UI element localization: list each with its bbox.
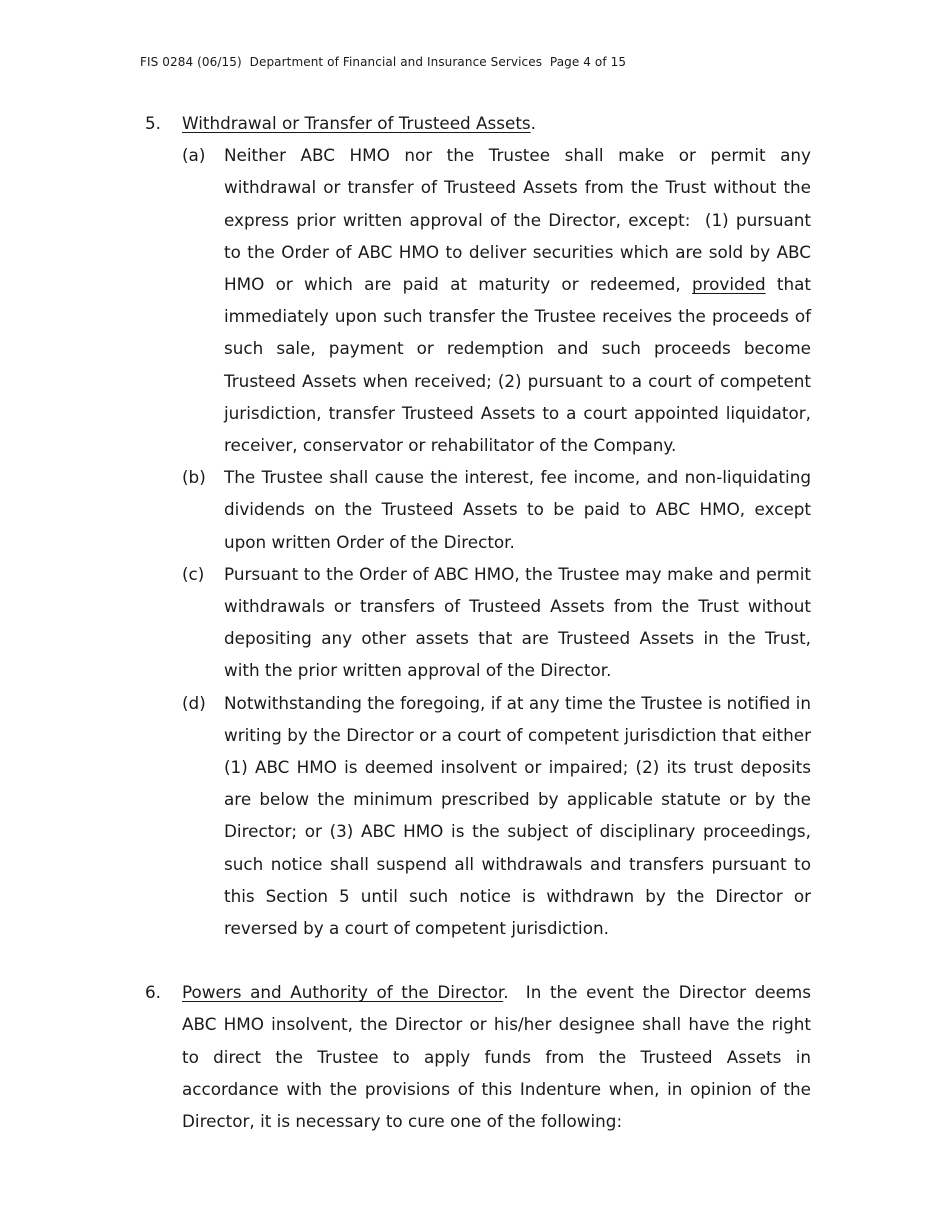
document-body: [145, 107, 811, 1137]
subsection-label: (a): [182, 145, 206, 166]
subsection-label: (b): [182, 467, 206, 488]
heading-punctuation: .: [530, 113, 536, 133]
section-number: 5.: [145, 113, 162, 133]
department-name: Department of Financial and Insurance Services: [249, 55, 543, 69]
subsection-text: Pursuant to the Order of ABC HMO, the Trustee may make and permit withdrawals or transfers of Trusteed Assets from the Trust without depositing any other assets that are Trusteed Assets in the Trust, with the prior written approval of the Director.: [224, 563, 811, 681]
page-number: Page 4 of 15: [549, 55, 627, 69]
subsection-label: (c): [182, 563, 205, 584]
subsection-b: [182, 461, 811, 558]
section-heading: Powers and Authority of the Director: [182, 982, 504, 1003]
form-code: FIS 0284 (06/15): [140, 55, 242, 69]
subsection-c: [182, 558, 811, 687]
section-heading: Withdrawal or Transfer of Trusteed Assets: [182, 113, 531, 133]
section-number: 6.: [145, 982, 162, 1003]
subsection-text: Notwithstanding the foregoing, if at any time the Trustee is notified in writing by the Director or a court of competent jurisdiction that either (1) ABC HMO is deemed insolvent or impaired; (2) its trust deposits are below the minimum prescribed by applicable statute or by the Director; or (3) ABC HMO is the subject of disciplinary proceedings, such notice shall suspend all withdrawals and transfers pursuant to this Section 5 until such notice is withdrawn by the Director or reversed by a court of competent jurisdiction.: [224, 692, 811, 939]
subsection-text-continued: that immediately upon such transfer the Trustee receives the proceeds of such sale, payment or redemption and such proceeds become Trusteed Assets when received; (2) pursuant to a court of competent jurisdiction, transfer Trusteed Assets to a court appointed liquidator, receiver, conservator or rehabilitator of the Company.: [224, 274, 811, 456]
provided-term: provided: [691, 274, 766, 295]
section-5: [145, 107, 811, 944]
section-6: [145, 976, 811, 1137]
section-heading-line: [182, 107, 811, 139]
page-header: [140, 55, 626, 69]
subsection-d: [182, 687, 811, 945]
subsection-a: [182, 139, 811, 461]
section-text: . In the event the Director deems ABC HMO insolvent, the Director or his/her designee shall have the right to direct the Trustee to apply funds from the Trusteed Assets in accordance with the provisions of this Indenture when, in opinion of the Director, it is necessary to cure one of the following:: [182, 982, 811, 1132]
subsection-text: Neither ABC HMO nor the Trustee shall make or permit any withdrawal or transfer of Trusteed Assets from the Trust without the express prior written approval of the Director, except: (1) pursuant to the Order of ABC HMO to deliver securities which are sold by ABC HMO or which are paid at maturity or redeemed,: [224, 145, 811, 295]
subsection-label: (d): [182, 692, 206, 713]
subsection-text: The Trustee shall cause the interest, fee income, and non-liquidating dividends on the Trusteed Assets to be paid to ABC HMO, except upon written Order of the Director.: [224, 467, 811, 552]
